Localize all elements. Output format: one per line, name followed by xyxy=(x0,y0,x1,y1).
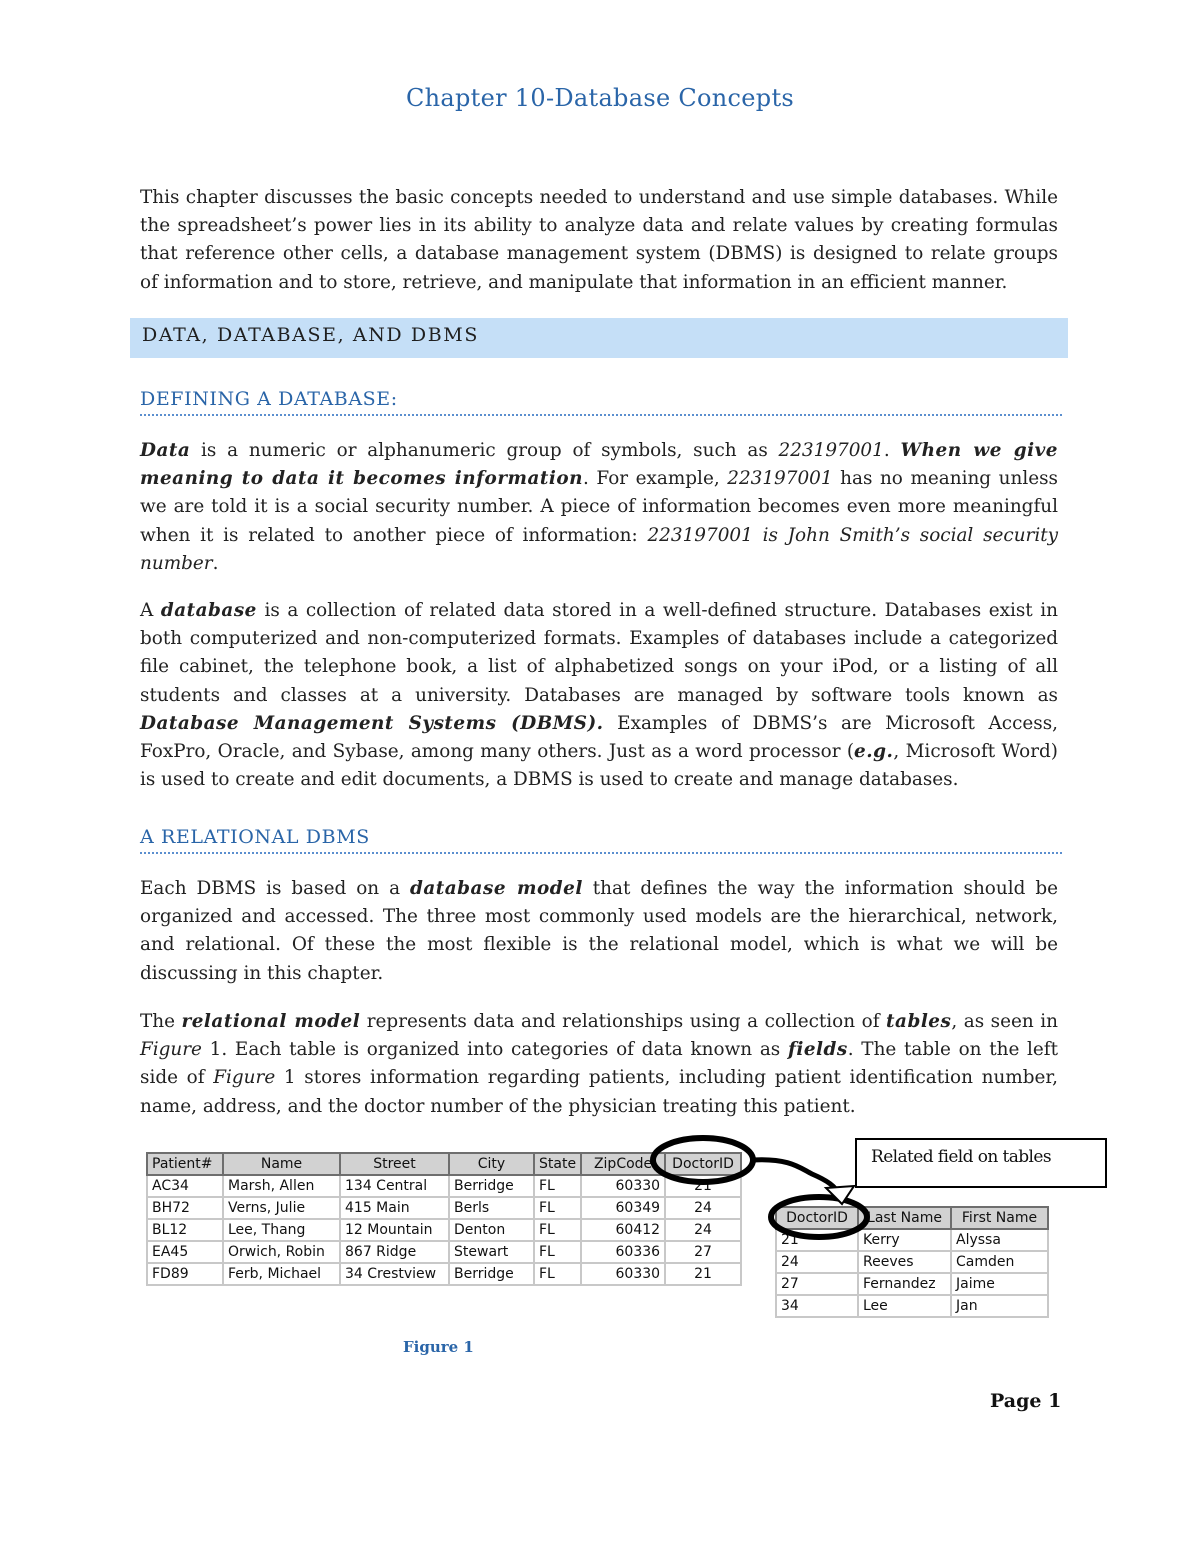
heading-defining-database: DEFINING A DATABASE: xyxy=(140,388,1062,416)
chapter-title: Chapter 10-Database Concepts xyxy=(405,84,795,112)
table-cell: FL xyxy=(534,1219,581,1241)
text-run: The xyxy=(140,1011,182,1032)
table-cell: 60412 xyxy=(581,1219,665,1241)
table-cell: 24 xyxy=(776,1251,858,1273)
table-cell: Alyssa xyxy=(951,1229,1048,1251)
text-run: is a numeric or alphanumeric group of symbols, such as xyxy=(190,440,779,461)
table-cell: 60330 xyxy=(581,1175,665,1197)
text-run: 1. Each table is organized into categories of data known as xyxy=(201,1039,788,1061)
table-cell: Ferb, Michael xyxy=(223,1263,340,1285)
table-cell: 12 Mountain xyxy=(340,1219,449,1241)
table-cell: Berls xyxy=(449,1197,534,1219)
text-run: Examples of DBMS’s are Microsoft Access, FoxPro, Oracle, and Sybase, among many others. Just as a word processor ( xyxy=(140,712,1058,763)
table-cell: BL12 xyxy=(147,1219,223,1241)
text-run: represents data and relationships using a collection of xyxy=(360,1011,887,1032)
term-fields: fields xyxy=(787,1039,848,1061)
column-header: Street xyxy=(340,1153,449,1175)
term-dbms: Database Management Systems (DBMS). xyxy=(140,712,604,734)
table-cell: Jan xyxy=(951,1295,1048,1317)
section-band-label: DATA, DATABASE, AND DBMS xyxy=(142,324,479,346)
table-cell: 867 Ridge xyxy=(340,1241,449,1263)
table-cell: Denton xyxy=(449,1219,534,1241)
table-cell: EA45 xyxy=(147,1241,223,1263)
text-run: that defines the way the information should be organized and accessed. The three most commonly used models are the hierarchical, network, and relational. Of these the most flexible is the relational model, which is what we will be discussing in this chapter. xyxy=(140,878,1058,984)
term-eg: e.g. xyxy=(854,741,894,763)
term-relational-model: relational model xyxy=(181,1011,361,1032)
text-run: . The table on the left side of xyxy=(140,1039,1058,1089)
text-run: A xyxy=(140,600,161,621)
figure-ref: Figure xyxy=(213,1067,276,1089)
text-run: 1 stores information regarding patients, including patient identification number, name, address, and the doctor number of the physician treating this patient. xyxy=(140,1067,1059,1117)
table-cell: Verns, Julie xyxy=(223,1197,340,1219)
text-run: , as seen in xyxy=(951,1011,1058,1032)
column-header: DoctorID xyxy=(776,1207,858,1229)
term-data: Data xyxy=(140,440,191,461)
table-cell: Berridge xyxy=(449,1175,534,1197)
text-run: has no meaning unless we are told it is a social security number. A piece of information becomes even more meaningful when it is related to another piece of information: xyxy=(140,468,1058,546)
table-cell: 134 Central xyxy=(340,1175,449,1197)
table-cell: Lee xyxy=(858,1295,951,1317)
column-header: City xyxy=(449,1153,534,1175)
doctorid-highlight-ellipse xyxy=(653,1138,753,1182)
doctorid-highlight-ellipse xyxy=(771,1197,867,1237)
figure-caption: Figure 1 xyxy=(403,1338,474,1356)
table-cell: 21 xyxy=(776,1229,858,1251)
table-cell: FL xyxy=(534,1175,581,1197)
table-cell: 34 Crestview xyxy=(340,1263,449,1285)
text-run: . For example, xyxy=(583,468,728,490)
table-cell: Marsh, Allen xyxy=(223,1175,340,1197)
intro-paragraph: This chapter discusses the basic concepts needed to understand and use simple databases. While the spreadsheet’s power lies in its ability to analyze data and relate values by creating formulas that reference other cells, a database management system (DBMS) is designed to relate groups of information and to store, retrieve, and manipulate that information in an efficient manner. xyxy=(140,187,1058,293)
term-database-model: database model xyxy=(410,878,583,899)
text-run: . xyxy=(212,552,219,574)
figure-ref: Figure xyxy=(140,1039,202,1061)
table-cell: 21 xyxy=(665,1263,741,1285)
column-header: Patient# xyxy=(147,1153,223,1175)
table-cell: Fernandez xyxy=(858,1273,951,1295)
table-cell: AC34 xyxy=(147,1175,223,1197)
table-cell: 27 xyxy=(665,1241,741,1263)
table-cell: Kerry xyxy=(858,1229,951,1251)
table-cell: Camden xyxy=(951,1251,1048,1273)
term-tables: tables xyxy=(886,1011,952,1032)
column-header: Name xyxy=(223,1153,340,1175)
example-number: 223197001 xyxy=(778,440,884,461)
connector-arrow xyxy=(752,1160,840,1196)
text-run: is a collection of related data stored in a well-defined structure. Databases exist in both computerized and non-computerized formats. Examples of databases include a categorized file cabinet, the telephone book, a list of alphabetized songs on your iPod, or a listing of all students and classes at a university. Databases are managed by software tools known as xyxy=(140,600,1058,706)
table-cell: 60349 xyxy=(581,1197,665,1219)
table-cell: Orwich, Robin xyxy=(223,1241,340,1263)
table-cell: Stewart xyxy=(449,1241,534,1263)
example-sentence: 223197001 is John Smith’s social security number xyxy=(140,524,1059,574)
table-cell: FL xyxy=(534,1263,581,1285)
example-number: 223197001 xyxy=(727,468,833,490)
table-cell: 21 xyxy=(665,1175,741,1197)
table-cell: 415 Main xyxy=(340,1197,449,1219)
table-cell: 60336 xyxy=(581,1241,665,1263)
column-header: Last Name xyxy=(858,1207,951,1229)
column-header: DoctorID xyxy=(665,1153,741,1175)
table-cell: Lee, Thang xyxy=(223,1219,340,1241)
table-cell: 24 xyxy=(665,1197,741,1219)
key-statement: When we give meaning to data it becomes information xyxy=(140,440,1058,490)
table-cell: 24 xyxy=(665,1219,741,1241)
callout-label: Related field on tables xyxy=(871,1147,1051,1167)
column-header: State xyxy=(534,1153,581,1175)
text-run: . xyxy=(883,440,901,461)
term-database: database xyxy=(160,600,257,621)
column-header: First Name xyxy=(951,1207,1048,1229)
table-cell: FL xyxy=(534,1241,581,1263)
text-run: Each DBMS is based on a xyxy=(140,878,410,899)
table-cell: 34 xyxy=(776,1295,858,1317)
table-cell: 60330 xyxy=(581,1263,665,1285)
table-cell: Jaime xyxy=(951,1273,1048,1295)
heading-relational-dbms: A RELATIONAL DBMS xyxy=(140,826,1062,854)
table-cell: Reeves xyxy=(858,1251,951,1273)
column-header: ZipCode xyxy=(581,1153,665,1175)
page-number: Page 1 xyxy=(990,1390,1062,1412)
text-run: , Microsoft Word) is used to create and edit documents, a DBMS is used to create and manage databases. xyxy=(140,741,1058,791)
table-cell: BH72 xyxy=(147,1197,223,1219)
table-cell: 27 xyxy=(776,1273,858,1295)
table-cell: FL xyxy=(534,1197,581,1219)
table-cell: FD89 xyxy=(147,1263,223,1285)
table-cell: Berridge xyxy=(449,1263,534,1285)
